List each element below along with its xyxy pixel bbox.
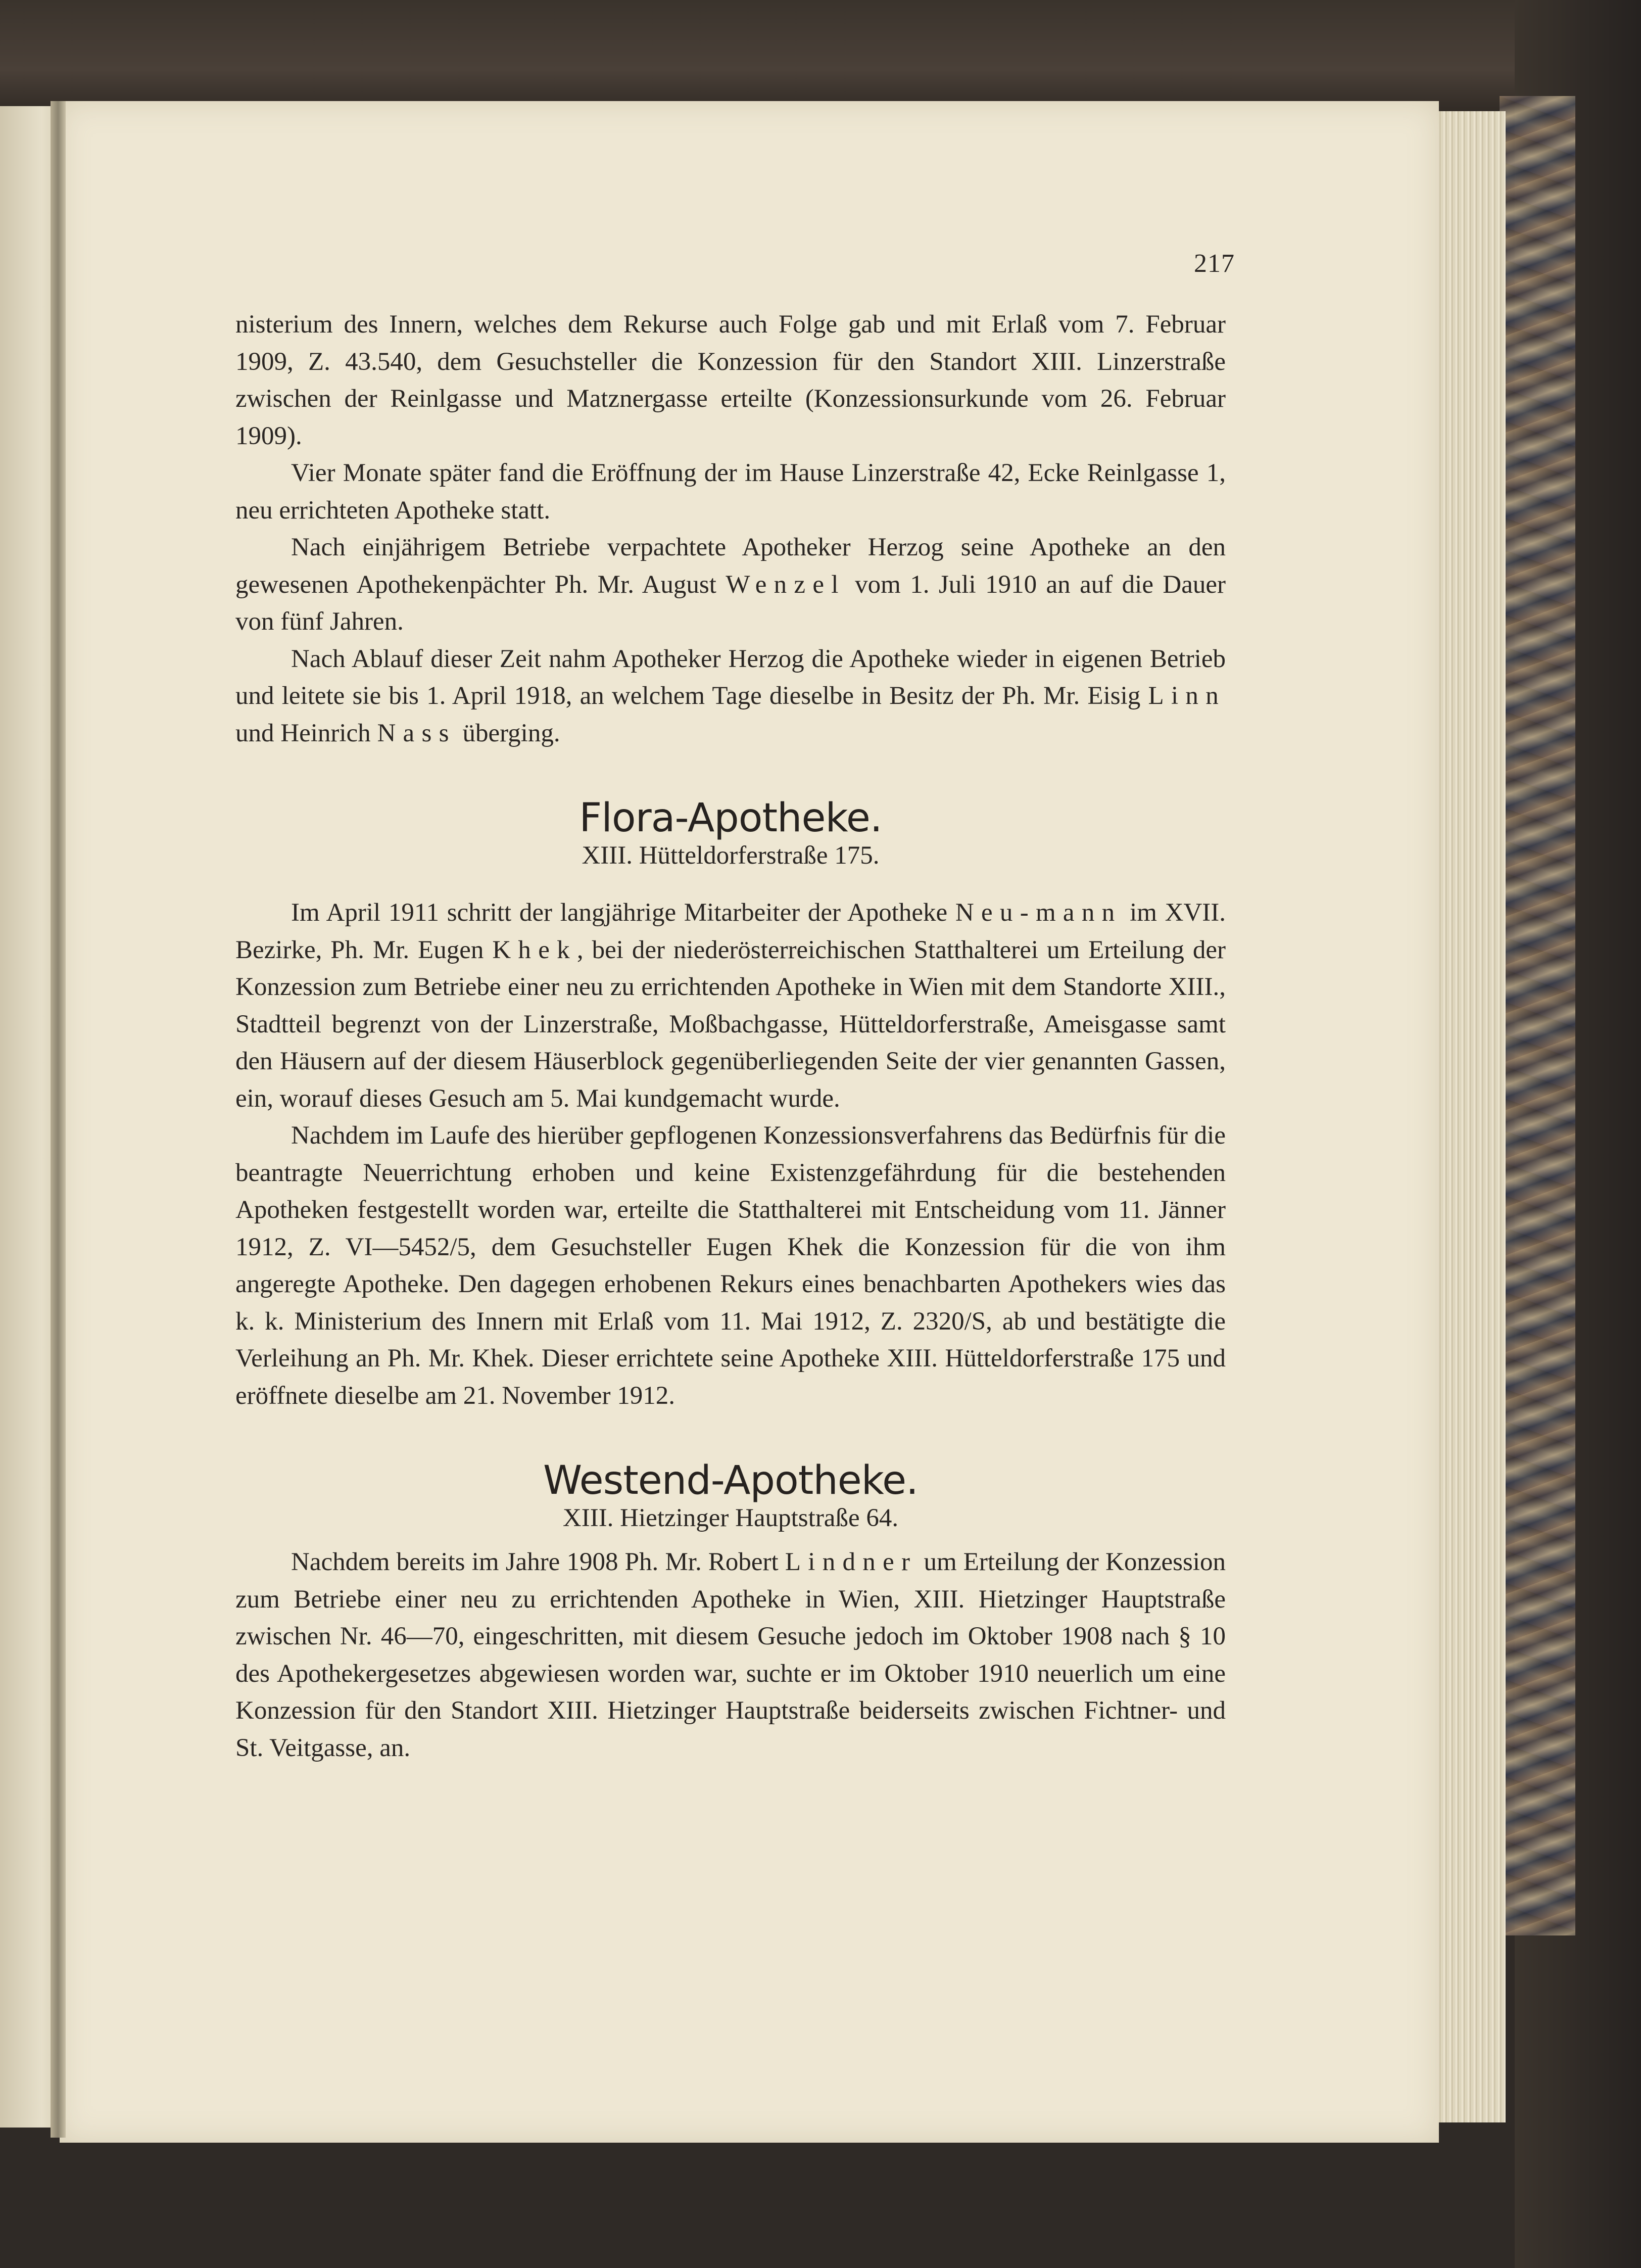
text-run: Nach Ablauf dieser Zeit nahm Apotheker Herzog die Apotheke wieder in eigenen Betrieb und leitete sie bis 1. April 1918, an welchem Tage dieselbe in Besitz der Ph. Mr. Eisig [235,644,1226,710]
text-run: vom 1. Juli 1910 an auf die Dauer von fünf Jahren. [235,570,1226,636]
text-run: Nachdem bereits im Jahre 1908 Ph. Mr. Robert [291,1548,785,1576]
spaced-name: Lindner [785,1548,918,1576]
paragraph [235,455,1226,529]
text-run: im XVII. Bezirke, Ph. Mr. Eugen [235,899,1226,964]
page-number: 217 [1194,249,1235,278]
text-run: Im April 1911 schritt der langjährige Mitarbeiter der Apotheke [291,899,955,927]
book-gutter [51,101,66,2138]
section-flora-apotheke [235,752,1226,1414]
text-run: Nach einjährigem Betriebe verpachtete Apotheker Herzog seine Apotheke an den gewesenen Apothekenpächter Ph. Mr. August [235,533,1226,599]
spaced-name: Nass [377,719,456,747]
text-run: Vier Monate später fand die Eröffnung der im Hause Linzerstraße 42, Ecke Reinlgasse 1, neu errichteten Apotheke statt. [235,459,1226,525]
text-run: , bei der niederösterreichischen Statthalterei um Erteilung der Konzession zum Betriebe einer neu zu errichtenden Apotheke in Wien mit dem Standorte XIII., Stadtteil begrenzt von der Linzerstraße, Moßbachgasse, Hütteldorferstraße, Ameisgasse samt den Häusern auf der diesem Häuserblock gegenüberliegenden Seite der vier genannten Gassen, ein, worauf dieses Gesuch am 5. Mai kundgemacht wurde. [235,935,1226,1113]
page-edges [1430,111,1506,2122]
spaced-name: Khek [492,935,577,964]
section-westend-apotheke [235,1414,1226,1767]
section-title: Westend-Apotheke. [543,1458,918,1503]
spaced-name: Neu-mann [955,899,1122,927]
section-body [235,1544,1226,1767]
book-cover-top [0,0,1641,116]
section-address: XIII. Hütteldorferstraße 175. [582,841,880,870]
text-run: und Heinrich [235,719,377,747]
paragraph [235,529,1226,641]
spaced-name: Wenzel [726,570,846,599]
page-text [235,306,1226,1767]
text-run: überging. [456,719,560,747]
paragraph [235,1117,1226,1414]
text-run: Nachdem im Laufe des hierüber gepflogenen Konzessionsverfahrens das Bedürfnis für die beantragte Neuerrichtung erhoben und keine Existenzgefährdung für die bestehenden Apotheken festgestellt worden war, erteilte die Statthalterei mit Entscheidung vom 11. Jänner 1912, Z. VI—5452/5, dem Gesuchsteller Eugen Khek die Konzession für die von ihm angeregte Apotheke. Den dagegen erhobenen Rekurs eines benachbarten Apothekers wies das k. k. Ministerium des Innern mit Erlaß vom 11. Mai 1912, Z. 2320/S, ab und bestätigte die Verleihung an Ph. Mr. Khek. Dieser errichtete seine Apotheke XIII. Hütteldorferstraße 175 und eröffnete dieselbe am 21. November 1912. [235,1121,1226,1410]
marbled-endpaper [1500,96,1575,1935]
paragraph [235,641,1226,752]
text-run: um Erteilung der Konzession zum Betriebe einer neu zu errichtenden Apotheke in Wien, XIII. Hietzinger Hauptstraße zwischen Nr. 46—70, eingeschritten, mit diesem Gesuche jedoch im Oktober 1908 nach § 10 des Apothekergesetzes abgewiesen worden war, suchte er im Oktober 1910 neuerlich um eine Konzession für den Standort XIII. Hietzinger Hauptstraße beiderseits zwischen Fichtner- und St. Veitgasse, an. [235,1548,1226,1762]
spaced-name: Linn [1148,682,1226,710]
continuation-text [235,306,1226,752]
section-address: XIII. Hietzinger Hauptstraße 64. [562,1503,899,1532]
section-body [235,894,1226,1414]
paragraph [235,306,1226,455]
text-run: nisterium des Innern, welches dem Rekurse auch Folge gab und mit Erlaß vom 7. Februar 1909, Z. 43.540, dem Gesuchsteller die Konzession für den Standort XIII. Linzerstraße zwischen der Reinlgasse und Matznergasse erteilte (Konzessionsurkunde vom 26. Februar 1909). [235,310,1226,450]
paragraph [235,1544,1226,1767]
section-title: Flora-Apotheke. [579,795,882,841]
paragraph [235,894,1226,1117]
